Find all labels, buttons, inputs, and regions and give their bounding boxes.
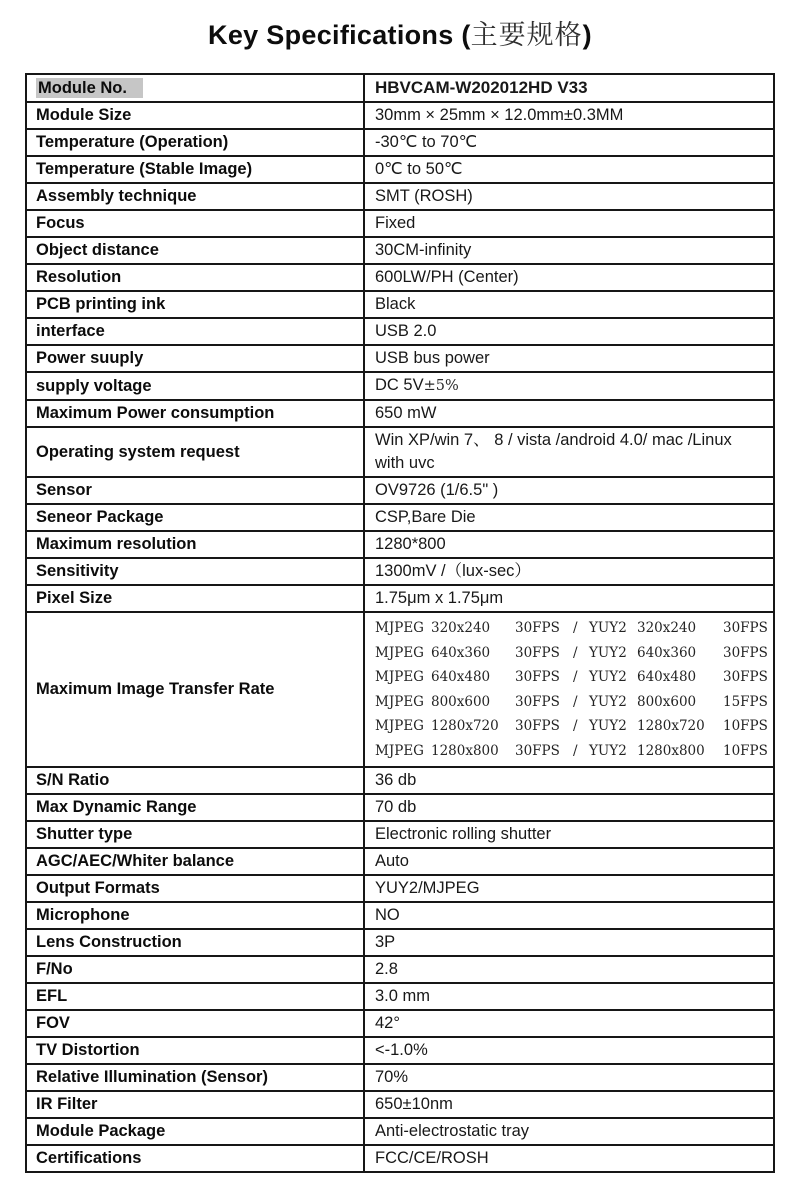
- transfer-rate-part: /: [573, 693, 578, 710]
- table-row: [26, 237, 774, 264]
- table-row: [26, 585, 774, 612]
- table-row: [26, 929, 774, 956]
- value-text: USB bus power: [375, 349, 490, 367]
- value-text: 0℃ to 50℃: [375, 160, 463, 178]
- spec-value: [364, 585, 774, 612]
- spec-label: PCB printing ink: [26, 291, 364, 318]
- spec-label: Temperature (Operation): [26, 129, 364, 156]
- spec-value: [364, 558, 774, 585]
- value-text: OV9726 (1/6.5" ): [375, 481, 499, 499]
- value-line: with uvc: [375, 454, 435, 472]
- transfer-rate-line: [375, 641, 771, 666]
- transfer-rate-part: 640x360: [431, 644, 491, 661]
- table-row: [26, 848, 774, 875]
- page-title-close: ): [582, 20, 592, 50]
- spec-label: Certifications: [26, 1145, 364, 1172]
- spec-label: Microphone: [26, 902, 364, 929]
- spec-label: Maximum Image Transfer Rate: [26, 612, 364, 767]
- spec-value: [364, 956, 774, 983]
- table-row: [26, 345, 774, 372]
- value-text: 3P: [375, 933, 396, 951]
- spec-label: Maximum resolution: [26, 531, 364, 558]
- spec-value: [364, 291, 774, 318]
- spec-label: IR Filter: [26, 1091, 364, 1118]
- table-row: [26, 875, 774, 902]
- transfer-rate-part: MJPEG: [375, 742, 424, 759]
- transfer-rate-part: 320x240: [431, 620, 491, 636]
- transfer-rate-part: 30FPS: [723, 620, 768, 636]
- table-row: [26, 1145, 774, 1172]
- table-row: [26, 210, 774, 237]
- transfer-rate-line: [375, 690, 771, 715]
- spec-value: [364, 264, 774, 291]
- spec-label: F/No: [26, 956, 364, 983]
- value-text: 1280*800: [375, 535, 446, 553]
- transfer-rate-part: YUY2: [589, 644, 627, 661]
- transfer-rate-part: YUY2: [589, 693, 627, 710]
- value-text: 650±10nm: [375, 1095, 453, 1113]
- table-row: [26, 1064, 774, 1091]
- transfer-rate-part: 30FPS: [515, 620, 560, 636]
- spec-label: Module Package: [26, 1118, 364, 1145]
- table-row: [26, 956, 774, 983]
- spec-value: [364, 400, 774, 427]
- spec-label: Shutter type: [26, 821, 364, 848]
- page-title-zh: 主要规格: [470, 20, 583, 51]
- transfer-rate-part: 30FPS: [723, 644, 768, 661]
- table-row: [26, 1091, 774, 1118]
- transfer-rate-line: [375, 714, 771, 739]
- spec-value: [364, 1037, 774, 1064]
- spec-label: FOV: [26, 1010, 364, 1037]
- transfer-rate-part: /: [573, 669, 578, 685]
- table-row: [26, 264, 774, 291]
- value-text: HBVCAM-W202012HD V33: [375, 78, 588, 97]
- value-text: YUY2/MJPEG: [375, 879, 480, 897]
- value-text: <-1.0%: [375, 1041, 428, 1059]
- table-row: [26, 1037, 774, 1064]
- spec-label: Temperature (Stable Image): [26, 156, 364, 183]
- transfer-rate-part: 800x600: [431, 693, 491, 710]
- transfer-rate-line: [375, 739, 771, 764]
- transfer-rate-part: 640x480: [431, 669, 491, 685]
- transfer-rate-part: 640x480: [637, 669, 697, 685]
- spec-label: Power suuply: [26, 345, 364, 372]
- value-text: Anti-electrostatic tray: [375, 1122, 530, 1140]
- table-row: [26, 821, 774, 848]
- table-row: [26, 767, 774, 794]
- spec-label: Module Size: [26, 102, 364, 129]
- highlighted-label: Module No.: [36, 78, 143, 98]
- table-row: [26, 983, 774, 1010]
- value-text: 70%: [375, 1068, 409, 1086]
- value-text: 30mm × 25mm × 12.0mm±0.3MM: [375, 106, 624, 124]
- spec-value: [364, 345, 774, 372]
- spec-value: [364, 1064, 774, 1091]
- transfer-rate-part: 30FPS: [515, 742, 560, 759]
- transfer-rate-part: 30FPS: [515, 718, 560, 734]
- spec-table: [25, 73, 775, 1173]
- value-text: 30CM-infinity: [375, 241, 472, 259]
- value-text: 2.8: [375, 960, 398, 978]
- transfer-rate-part: /: [573, 742, 578, 759]
- spec-value: [364, 767, 774, 794]
- value-text: DC 5V: [375, 376, 424, 394]
- transfer-rate-line: [375, 616, 771, 641]
- table-row: [26, 504, 774, 531]
- transfer-rate-part: 1280x800: [431, 742, 499, 759]
- spec-value: [364, 74, 774, 102]
- spec-label: Sensitivity: [26, 558, 364, 585]
- spec-label: AGC/AEC/Whiter balance: [26, 848, 364, 875]
- page-title: [0, 13, 800, 52]
- spec-label: Assembly technique: [26, 183, 364, 210]
- table-row: [26, 531, 774, 558]
- transfer-rate-part: 1280x720: [637, 718, 705, 734]
- table-row: [26, 102, 774, 129]
- transfer-rate-part: 1280x800: [637, 742, 705, 759]
- table-row: [26, 558, 774, 585]
- transfer-rate-part: 320x240: [637, 620, 697, 636]
- spec-value: [364, 794, 774, 821]
- table-row: [26, 291, 774, 318]
- spec-label: EFL: [26, 983, 364, 1010]
- spec-label: supply voltage: [26, 372, 364, 400]
- value-text: 42°: [375, 1014, 400, 1032]
- value-text: 600LW/PH (Center): [375, 268, 519, 286]
- spec-label: Sensor: [26, 477, 364, 504]
- table-row: [26, 372, 774, 400]
- transfer-rate-part: MJPEG: [375, 669, 424, 685]
- spec-label: Lens Construction: [26, 929, 364, 956]
- value-text: 70 db: [375, 798, 417, 816]
- spec-label: interface: [26, 318, 364, 345]
- table-row: [26, 1010, 774, 1037]
- spec-value: [364, 156, 774, 183]
- spec-value: [364, 983, 774, 1010]
- value-text: Fixed: [375, 214, 416, 232]
- transfer-rate-part: /: [573, 644, 578, 661]
- transfer-rate-part: 30FPS: [515, 693, 560, 710]
- spec-value: [364, 1091, 774, 1118]
- transfer-rate-part: YUY2: [589, 742, 627, 759]
- value-text: FCC/CE/ROSH: [375, 1149, 489, 1167]
- spec-label: TV Distortion: [26, 1037, 364, 1064]
- table-row: [26, 318, 774, 345]
- transfer-rate-part: 640x360: [637, 644, 697, 661]
- value-text: -30℃ to 70℃: [375, 133, 478, 151]
- value-text: 1.75μm x 1.75μm: [375, 589, 504, 607]
- transfer-rate-part: 800x600: [637, 693, 697, 710]
- table-row: [26, 902, 774, 929]
- spec-value: [364, 102, 774, 129]
- transfer-rate-part: 30FPS: [515, 644, 560, 661]
- transfer-rate-part: MJPEG: [375, 644, 424, 661]
- transfer-rate-part: MJPEG: [375, 620, 424, 636]
- value-text: Black: [375, 295, 416, 313]
- spec-value: [364, 612, 774, 767]
- spec-value: [364, 318, 774, 345]
- spec-value: [364, 875, 774, 902]
- spec-label: Output Formats: [26, 875, 364, 902]
- value-text: 36 db: [375, 771, 417, 789]
- value-text: CSP,Bare Die: [375, 508, 476, 526]
- spec-label: Relative Illumination (Sensor): [26, 1064, 364, 1091]
- spec-label: Focus: [26, 210, 364, 237]
- spec-value: [364, 929, 774, 956]
- value-text: 1300mV /（lux-sec）: [375, 562, 531, 580]
- table-row: [26, 156, 774, 183]
- transfer-rate-part: 10FPS: [723, 718, 768, 734]
- table-row: [26, 74, 774, 102]
- transfer-rate-part: YUY2: [589, 718, 627, 734]
- spec-value: [364, 531, 774, 558]
- page-title-en: Key Specifications (: [208, 20, 471, 50]
- spec-value: [364, 210, 774, 237]
- value-suffix: ±5%: [423, 378, 459, 394]
- value-text: USB 2.0: [375, 322, 437, 340]
- spec-value: [364, 129, 774, 156]
- transfer-rate-part: /: [573, 620, 578, 636]
- spec-value: [364, 848, 774, 875]
- value-text: 650 mW: [375, 404, 437, 422]
- table-row: [26, 427, 774, 477]
- value-text: Auto: [375, 852, 409, 870]
- value-line: Win XP/win 7、 8 / vista /android 4.0/ mac /Linux: [375, 431, 732, 449]
- table-row: [26, 477, 774, 504]
- spec-value: [364, 372, 774, 400]
- spec-label: Pixel Size: [26, 585, 364, 612]
- value-text: 3.0 mm: [375, 987, 431, 1005]
- spec-label: Seneor Package: [26, 504, 364, 531]
- transfer-rate-part: 15FPS: [723, 693, 768, 710]
- table-row: [26, 612, 774, 767]
- spec-value: [364, 477, 774, 504]
- spec-label: Object distance: [26, 237, 364, 264]
- transfer-rate-part: MJPEG: [375, 693, 424, 710]
- transfer-rate-part: 30FPS: [723, 669, 768, 685]
- spec-label: S/N Ratio: [26, 767, 364, 794]
- spec-label: [26, 74, 364, 102]
- transfer-rate-part: YUY2: [589, 620, 627, 636]
- table-row: [26, 183, 774, 210]
- table-row: [26, 794, 774, 821]
- spec-value: [364, 504, 774, 531]
- value-text: NO: [375, 906, 400, 924]
- spec-value: [364, 821, 774, 848]
- value-text: SMT (ROSH): [375, 187, 473, 205]
- transfer-rate-part: /: [573, 718, 578, 734]
- spec-value: [364, 237, 774, 264]
- spec-table-body: [26, 74, 774, 1172]
- table-row: [26, 1118, 774, 1145]
- spec-value: [364, 1010, 774, 1037]
- spec-value: [364, 1118, 774, 1145]
- table-row: [26, 400, 774, 427]
- spec-value: [364, 902, 774, 929]
- transfer-rate-part: 1280x720: [431, 718, 499, 734]
- transfer-rate-part: YUY2: [589, 669, 627, 685]
- spec-label: Max Dynamic Range: [26, 794, 364, 821]
- spec-label: Maximum Power consumption: [26, 400, 364, 427]
- spec-value: [364, 427, 774, 477]
- table-row: [26, 129, 774, 156]
- spec-label: Operating system request: [26, 427, 364, 477]
- value-text: Electronic rolling shutter: [375, 825, 552, 843]
- spec-value: [364, 1145, 774, 1172]
- spec-value: [364, 183, 774, 210]
- transfer-rate-part: 10FPS: [723, 742, 768, 759]
- transfer-rate-part: 30FPS: [515, 669, 560, 685]
- transfer-rate-part: MJPEG: [375, 718, 424, 734]
- transfer-rate-line: [375, 665, 771, 690]
- spec-label: Resolution: [26, 264, 364, 291]
